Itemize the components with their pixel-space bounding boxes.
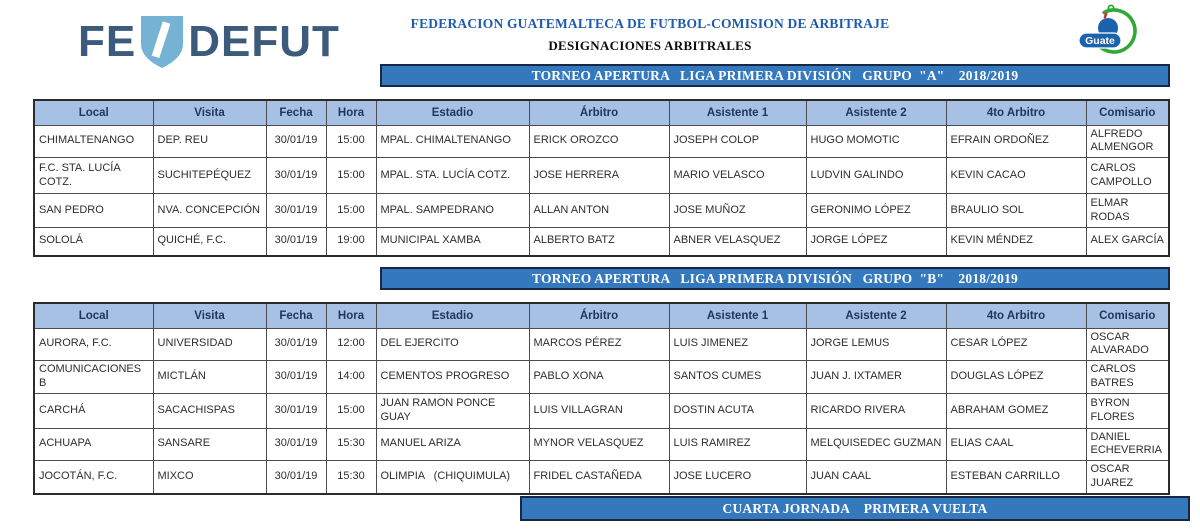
table-cell: 14:00 [326,361,376,394]
table-cell: JUAN J. IXTAMER [806,361,946,394]
column-header: Comisario [1086,303,1169,328]
table-cell: UNIVERSIDAD [153,328,266,361]
column-header: Estadio [376,100,529,125]
table-cell: PABLO XONA [529,361,669,394]
column-header: Asistente 1 [669,100,806,125]
table-cell: BRAULIO SOL [946,194,1086,228]
table-cell: SUCHITEPÉQUEZ [153,158,266,194]
table-cell: EFRAIN ORDOÑEZ [946,125,1086,158]
table-cell: 15:30 [326,428,376,461]
table-cell: JOSE LUCERO [669,461,806,494]
table-row [34,194,1169,228]
federation-title: FEDERACION GUATEMALTECA DE FUTBOL-COMISION DE ARBITRAJE [410,16,890,31]
section-title-grupo-b: TORNEO APERTURA LIGA PRIMERA DIVISIÓN GRUPO "B" 2018/2019 [380,267,1170,290]
column-header: Local [34,100,153,125]
table-cell: 30/01/19 [266,158,326,194]
column-header: 4to Arbitro [946,100,1086,125]
guate-logo [1078,2,1148,64]
table-cell: RICARDO RIVERA [806,393,946,428]
table-cell: JOSE HERRERA [529,158,669,194]
table-cell: 12:00 [326,328,376,361]
table-cell: LUIS JIMENEZ [669,328,806,361]
table-cell: KEVIN CACAO [946,158,1086,194]
column-header: Asistente 1 [669,303,806,328]
table-cell: LUDVIN GALINDO [806,158,946,194]
table-cell: MICTLÁN [153,361,266,394]
fedefut-logo [78,14,340,70]
column-header: Árbitro [529,303,669,328]
table-cell: MARIO VELASCO [669,158,806,194]
table-cell: OLIMPIA (CHIQUIMULA) [376,461,529,494]
table-cell: 30/01/19 [266,228,326,256]
fedefut-logo-text-fe: FE [78,17,137,66]
table-row [34,228,1169,256]
table-cell: ALLAN ANTON [529,194,669,228]
table-cell: MIXCO [153,461,266,494]
column-header: 4to Arbitro [946,303,1086,328]
table-cell: JORGE LEMUS [806,328,946,361]
table-cell: SANSARE [153,428,266,461]
table-cell: SOLOLÁ [34,228,153,256]
table-cell: SANTOS CUMES [669,361,806,394]
jornada-footer-banner: CUARTA JORNADA PRIMERA VUELTA [520,496,1190,521]
table-cell: 15:00 [326,125,376,158]
table-cell: ABRAHAM GOMEZ [946,393,1086,428]
table-cell: MYNOR VELASQUEZ [529,428,669,461]
fedefut-shield-icon [139,14,185,70]
table-cell: LUIS VILLAGRAN [529,393,669,428]
table-cell: JORGE LÓPEZ [806,228,946,256]
table-row [34,361,1169,394]
table-cell: DEP. REU [153,125,266,158]
table-cell: MUNICIPAL XAMBA [376,228,529,256]
table-cell: ACHUAPA [34,428,153,461]
table-cell: AURORA, F.C. [34,328,153,361]
table-cell: 30/01/19 [266,125,326,158]
table-cell: JOSEPH COLOP [669,125,806,158]
table-cell: ALBERTO BATZ [529,228,669,256]
column-header: Árbitro [529,100,669,125]
table-cell: COMUNICACIONES B [34,361,153,394]
table-cell: ALFREDO ALMENGOR [1086,125,1169,158]
column-header: Hora [326,303,376,328]
table-row [34,158,1169,194]
table-cell: 30/01/19 [266,328,326,361]
table-row [34,428,1169,461]
table-row [34,328,1169,361]
table-cell: LUIS RAMIREZ [669,428,806,461]
table-cell: HUGO MOMOTIC [806,125,946,158]
table-cell: MPAL. SAMPEDRANO [376,194,529,228]
table-cell: OSCAR JUAREZ [1086,461,1169,494]
table-cell: 30/01/19 [266,361,326,394]
column-header: Fecha [266,100,326,125]
table-cell: DOUGLAS LÓPEZ [946,361,1086,394]
table-cell: MARCOS PÉREZ [529,328,669,361]
table-cell: CARLOS BATRES [1086,361,1169,394]
column-header: Visita [153,100,266,125]
table-header-row [34,303,1169,328]
column-header: Comisario [1086,100,1169,125]
table-cell: OSCAR ALVARADO [1086,328,1169,361]
table-cell: 30/01/19 [266,461,326,494]
table-cell: NVA. CONCEPCIÓN [153,194,266,228]
column-header: Estadio [376,303,529,328]
table-row [34,125,1169,158]
table-cell: MPAL. STA. LUCÍA COTZ. [376,158,529,194]
table-cell: CESAR LÓPEZ [946,328,1086,361]
fixtures-table-grupo-b [33,302,1170,495]
table-cell: 30/01/19 [266,194,326,228]
table-cell: ELIAS CAAL [946,428,1086,461]
column-header: Fecha [266,303,326,328]
table-cell: JOSE MUÑOZ [669,194,806,228]
document-header [360,16,940,54]
table-cell: KEVIN MÉNDEZ [946,228,1086,256]
table-cell: SAN PEDRO [34,194,153,228]
table-cell: MPAL. CHIMALTENANGO [376,125,529,158]
column-header: Asistente 2 [806,303,946,328]
table-cell: ESTEBAN CARRILLO [946,461,1086,494]
table-cell: 30/01/19 [266,393,326,428]
guate-logo-text: Guate [1085,35,1115,47]
table-cell: ALEX GARCÍA [1086,228,1169,256]
column-header: Visita [153,303,266,328]
column-header: Local [34,303,153,328]
table-cell: CHIMALTENANGO [34,125,153,158]
fixtures-table-grupo-a [33,99,1170,257]
table-cell: SACACHISPAS [153,393,266,428]
table-cell: FRIDEL CASTAÑEDA [529,461,669,494]
table-header-row [34,100,1169,125]
table-cell: ELMAR RODAS [1086,194,1169,228]
table-cell: JUAN RAMON PONCE GUAY [376,393,529,428]
table-row [34,461,1169,494]
table-cell: MANUEL ARIZA [376,428,529,461]
table-cell: 15:30 [326,461,376,494]
table-cell: BYRON FLORES [1086,393,1169,428]
table-cell: 19:00 [326,228,376,256]
table-cell: QUICHÉ, F.C. [153,228,266,256]
table-cell: ABNER VELASQUEZ [669,228,806,256]
table-cell: 15:00 [326,393,376,428]
table-cell: F.C. STA. LUCÍA COTZ. [34,158,153,194]
table-cell: CARLOS CAMPOLLO [1086,158,1169,194]
table-cell: 30/01/19 [266,428,326,461]
table-cell: MELQUISEDEC GUZMAN [806,428,946,461]
column-header: Asistente 2 [806,100,946,125]
document-title: DESIGNACIONES ARBITRALES [548,38,752,53]
fedefut-logo-text-defut: DEFUT [188,17,340,66]
table-cell: DANIEL ECHEVERRIA [1086,428,1169,461]
table-cell: JOCOTÁN, F.C. [34,461,153,494]
table-cell: JUAN CAAL [806,461,946,494]
column-header: Hora [326,100,376,125]
section-title-grupo-a: TORNEO APERTURA LIGA PRIMERA DIVISIÓN GRUPO "A" 2018/2019 [380,64,1170,87]
table-cell: 15:00 [326,194,376,228]
table-cell: ERICK OROZCO [529,125,669,158]
table-cell: CARCHÁ [34,393,153,428]
table-row [34,393,1169,428]
table-cell: 15:00 [326,158,376,194]
table-cell: DOSTIN ACUTA [669,393,806,428]
table-cell: GERONIMO LÓPEZ [806,194,946,228]
table-cell: DEL EJERCITO [376,328,529,361]
table-cell: CEMENTOS PROGRESO [376,361,529,394]
